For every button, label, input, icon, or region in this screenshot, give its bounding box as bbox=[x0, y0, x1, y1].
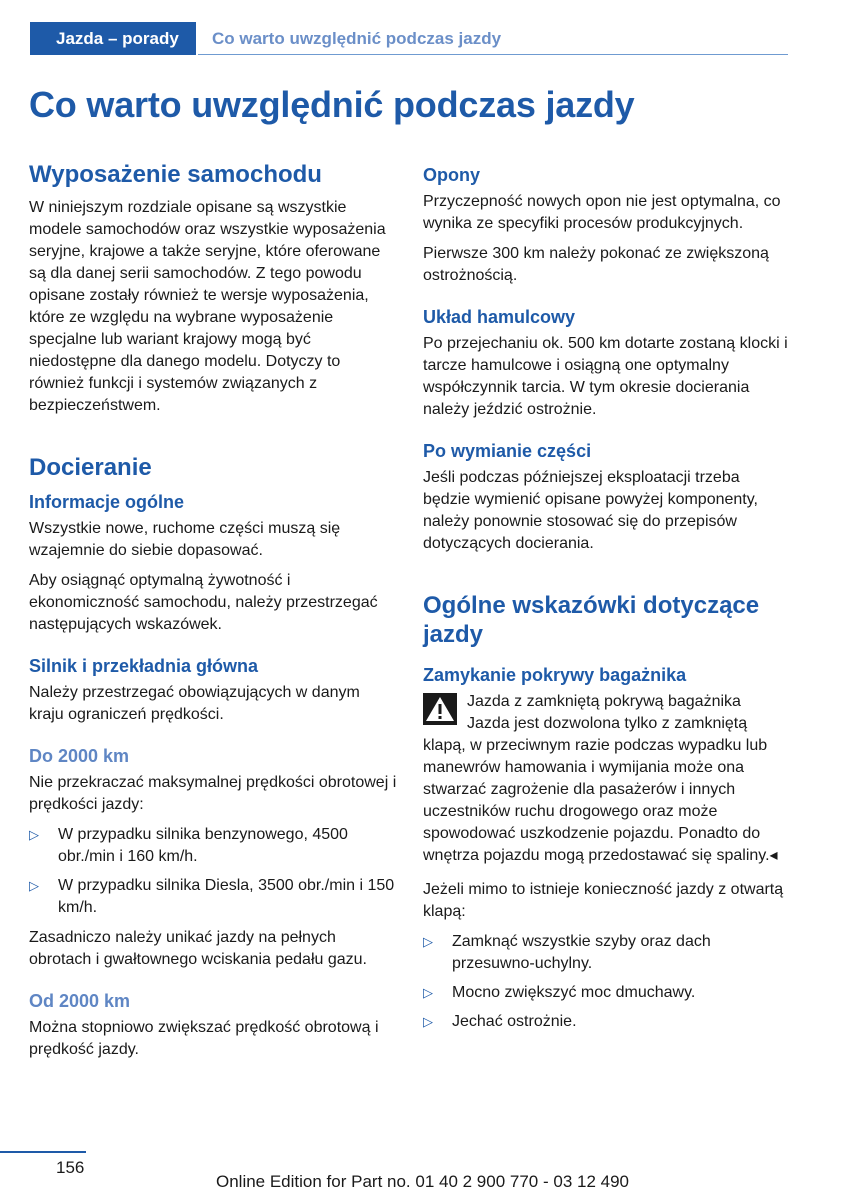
subheading-parts-replacement: Po wymianie części bbox=[423, 441, 592, 461]
bullet-arrow-icon: ▷ bbox=[423, 934, 433, 949]
bullet-arrow-icon: ▷ bbox=[423, 1014, 433, 1029]
subheading-general-info: Informacje ogólne bbox=[29, 492, 185, 512]
subheading-tailgate: Zamykanie pokrywy bagażnika bbox=[423, 665, 687, 685]
bullet-arrow-icon: ▷ bbox=[29, 878, 39, 893]
paragraph: Należy przestrzegać obowiązujących w danym kraju ograniczeń prędkości. bbox=[29, 684, 360, 723]
subheading-brakes: Układ hamulcowy bbox=[423, 307, 576, 327]
section-heading-driving-tips: Ogólne wskazówki dotyczące jazdy bbox=[423, 592, 760, 648]
list-item: ▷ Mocno zwiększyć moc dmuchawy. bbox=[423, 982, 791, 1004]
section-heading-running-in: Docieranie bbox=[29, 454, 152, 481]
paragraph: W niniejszym rozdziale opisane są wszystkie modele samochodów oraz wszystkie wyposażenia seryjne, krajowe a także seryjne, które oferowane są dla danej serii samochodów. Z tego powodu opisane zostały również te wersje wyposażenia, które ze względu na wybrane wyposażenie specjalne lub wariant krajowy mogą być niedostępne dla danego modelu. Dotyczy to również funkcji i systemów związanych z bezpieczeństwem. bbox=[29, 199, 386, 414]
paragraph: Jeśli podczas późniejszej eksploatacji trzeba będzie wymienić opisane powyżej komponenty, należy ponownie stosować się do przepisów dotyczących docierania. bbox=[423, 469, 758, 552]
list-item: ▷ W przypadku silnika Diesla, 3500 obr./min i 150 km/h. bbox=[29, 877, 395, 916]
bullet-list bbox=[423, 931, 791, 1033]
paragraph: Nie przekraczać maksymalnej prędkości obrotowej i prędkości jazdy: bbox=[29, 774, 397, 813]
paragraph: Można stopniowo zwiększać prędkość obrotową i prędkość jazdy. bbox=[29, 1019, 379, 1058]
header-section-tab: Jazda – porady bbox=[30, 22, 196, 55]
warning-title: Jazda z zamkniętą pokrywą bagażnika bbox=[467, 693, 741, 710]
header-chapter: Co warto uwzględnić podczas jazdy bbox=[198, 22, 788, 55]
paragraph: Przyczepność nowych opon nie jest optymalna, co wynika ze specyfiki procesów produkcyjnych. bbox=[423, 193, 781, 232]
page-number: 156 bbox=[56, 1158, 85, 1177]
footer-edition: Online Edition for Part no. 01 40 2 900 770 - 03 12 490 bbox=[215, 1172, 629, 1191]
warning-body: Jazda jest dozwolona tylko z zamkniętą klapą, w przeciwnym razie podczas wypadku lub manewrów hamowania i wymijania może ona stwarzać zagrożenie dla pasażerów i innych uczestników ruchu drogowego oraz może spowodować uszkodzenie pojazdu. Ponadto do wnętrza pojazdu mogą przedostawać się spaliny.◂ bbox=[423, 715, 778, 864]
subheading-from-2000km: Od 2000 km bbox=[29, 991, 131, 1011]
list-item: ▷ W przypadku silnika benzynowego, 4500 obr./min i 160 km/h. bbox=[29, 826, 348, 865]
subheading-tyres: Opony bbox=[423, 165, 480, 185]
left-column bbox=[29, 160, 397, 1069]
bullet-list bbox=[29, 824, 397, 919]
right-column bbox=[423, 163, 791, 1041]
warning-box bbox=[423, 691, 791, 867]
footer-divider bbox=[0, 1151, 86, 1153]
page-title: Co warto uwzględnić podczas jazdy bbox=[29, 84, 635, 125]
paragraph: Jeżeli mimo to istnieje konieczność jazdy z otwartą klapą: bbox=[423, 881, 784, 920]
bullet-arrow-icon: ▷ bbox=[423, 985, 433, 1000]
list-item: ▷ Zamknąć wszystkie szyby oraz dach przesuwno-uchylny. bbox=[423, 933, 711, 972]
paragraph: Zasadniczo należy unikać jazdy na pełnych obrotach i gwałtownego wciskania pedału gazu. bbox=[29, 929, 367, 968]
section-heading-equipment: Wyposażenie samochodu bbox=[29, 161, 322, 188]
list-item: ▷ Jechać ostrożnie. bbox=[423, 1011, 791, 1033]
paragraph: Aby osiągnąć optymalną żywotność i ekonomiczność samochodu, należy przestrzegać następujących wskazówek. bbox=[29, 572, 378, 633]
subheading-engine-axle: Silnik i przekładnia główna bbox=[29, 656, 259, 676]
paragraph: Pierwsze 300 km należy pokonać ze zwiększoną ostrożnością. bbox=[423, 245, 769, 284]
bullet-arrow-icon: ▷ bbox=[29, 827, 39, 842]
paragraph: Po przejechaniu ok. 500 km dotarte zostaną klocki i tarcze hamulcowe i osiągną one optymalny współczynnik tarcia. W tym okresie docierania należy jeździć ostrożnie. bbox=[423, 335, 788, 418]
subheading-up-to-2000km: Do 2000 km bbox=[29, 746, 130, 766]
warning-triangle-icon bbox=[423, 693, 457, 725]
paragraph: Wszystkie nowe, ruchome części muszą się wzajemnie do siebie dopasować. bbox=[29, 520, 341, 559]
